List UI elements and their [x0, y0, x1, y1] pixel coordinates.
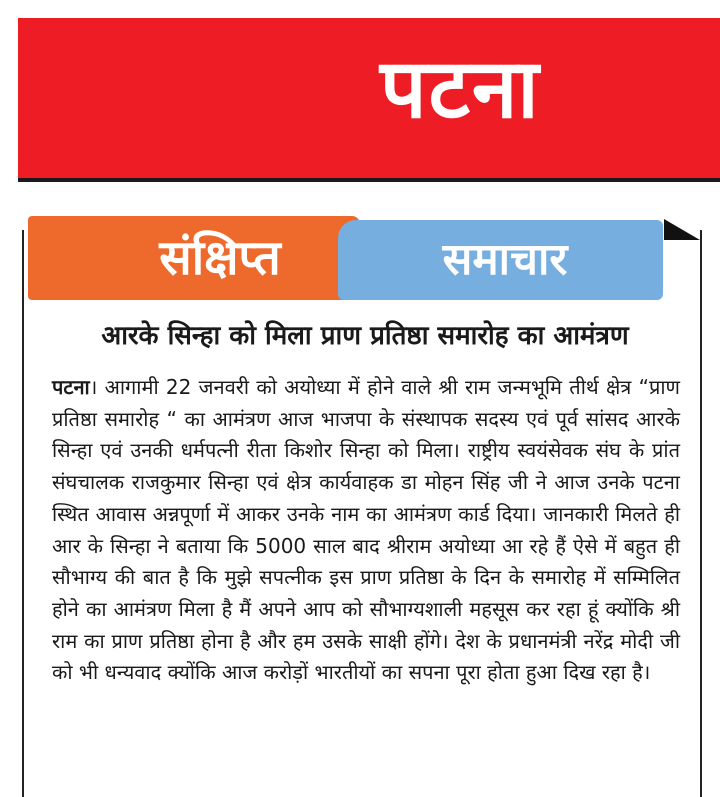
article-body-text: । आगामी 22 जनवरी को अयोध्या में होने वाले श्री राम जन्मभूमि तीर्थ क्षेत्र “प्राण प्रतिष्ठा समारोह “ का आमंत्रण आज भाजपा के संस्थापक सदस्य एवं पूर्व सांसद आरके सिन्हा एवं उनकी धर्मपत्नी रीता किशोर सिन्हा को मिला। राष्ट्रीय स्वयंसेवक संघ के प्रांत संघचालक राजकुमार सिन्हा एवं क्षेत्र कार्यवाहक डा मोहन सिंह जी ने आज उनके पटना स्थित आवास अन्नपूर्णा में आकर उनके नाम का आमंत्रण कार्ड दिया। जानकारी मिलते ही आर के सिन्हा ने बताया कि 5000 साल बाद श्रीराम अयोध्या आ रहे हैं ऐसे में बहुत ही सौभाग्य की बात है कि मुझे सपत्नीक इस प्राण प्रतिष्ठा के दिन के समारोह में सम्मिलित होने का आमंत्रण मिला है मैं अपने आप को सौभाग्यशाली महसूस कर रहा हूं क्योंकि श्री राम का प्राण प्रतिष्ठा होना है और हम उसके साक्षी होंगे। देश के प्रधानमंत्री नरेंद्र मोदी जी को भी धन्यवाद क्योंकि आज करोड़ों भारतीयों का सपना पूरा होता हुआ दिख रहा है।	[52, 375, 680, 685]
article-dateline: पटना	[52, 375, 90, 399]
section-tag-arrow	[664, 219, 700, 240]
banner-title: पटना	[380, 42, 541, 137]
city-banner	[18, 18, 720, 178]
banner-shadow	[18, 178, 720, 182]
article-headline: आरके सिन्हा को मिला प्राण प्रतिष्ठा समारोह का आमंत्रण	[101, 321, 629, 351]
section-tag-label-1: संक्षिप्त	[159, 230, 281, 286]
section-tag-label-2: समाचार	[442, 234, 568, 285]
article-body	[52, 372, 680, 689]
